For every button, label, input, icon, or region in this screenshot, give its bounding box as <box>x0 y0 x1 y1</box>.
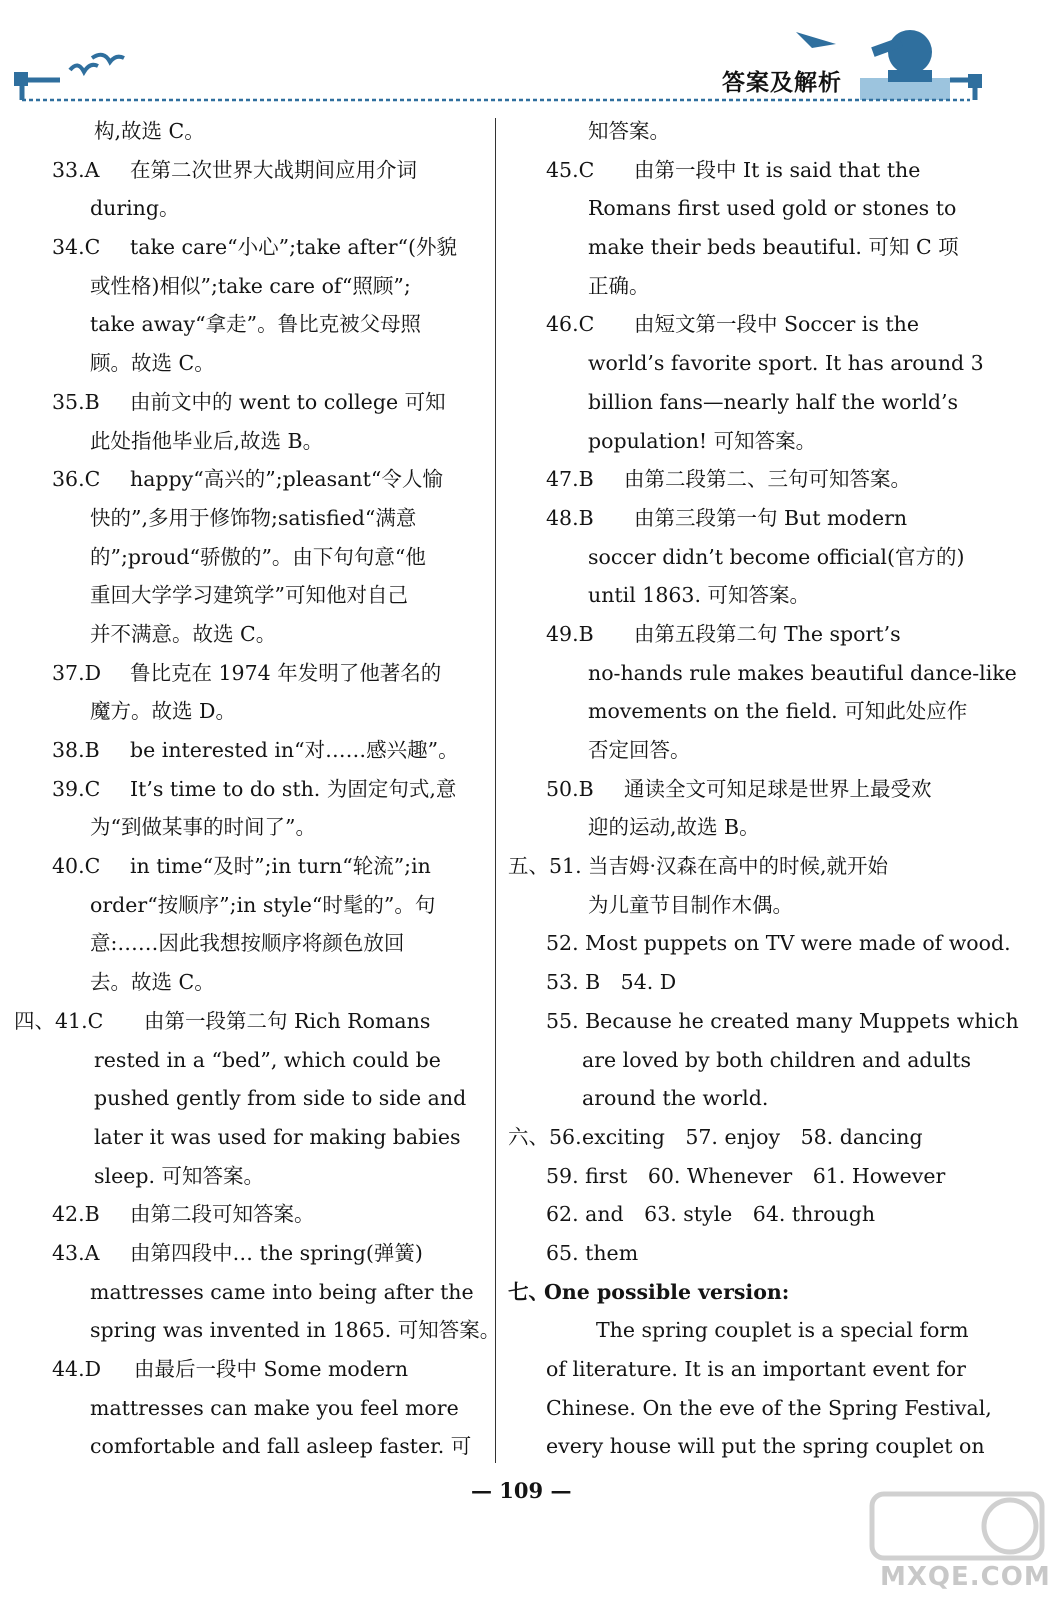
answer-text: order“按顺序”;in style“时髦的”。句 <box>90 892 436 917</box>
question-number: 38.B <box>52 738 100 762</box>
column-divider <box>495 118 496 1463</box>
globe-icon <box>888 30 932 74</box>
answer-text: take away“拿走”。鲁比克被父母照 <box>90 312 422 337</box>
answer-text: sleep. 可知答案。 <box>94 1163 264 1188</box>
question-number: 50.B <box>546 776 594 801</box>
question-number: 33.A <box>52 157 100 182</box>
answer-line <box>508 499 980 538</box>
answer-line <box>508 1157 980 1196</box>
question-number: 35.B <box>52 389 100 414</box>
answer-text: mattresses can make you feel more <box>90 1395 459 1420</box>
answer-line <box>14 1002 484 1041</box>
answer-line <box>14 538 484 577</box>
answer-line <box>14 383 484 422</box>
answer-line <box>508 112 980 151</box>
answer-text: until 1863. 可知答案。 <box>588 583 810 608</box>
answer-text: 为“到做某事的时间了”。 <box>90 815 316 840</box>
question-number: 47.B <box>546 467 594 492</box>
answer-line <box>508 654 1017 693</box>
answer-line <box>508 305 980 344</box>
answer-text: population! 可知答案。 <box>588 428 817 453</box>
answer-text: every house will put the spring couplet on <box>546 1434 985 1459</box>
answer-line <box>508 1311 980 1350</box>
answer-text: 62. and 63. style 64. through <box>546 1202 876 1227</box>
question-number: 37.D <box>52 660 102 685</box>
answer-text: happy“高兴的”;pleasant“令人愉 <box>130 467 443 492</box>
answer-text: take care“小心”;take after“(外貌 <box>130 235 458 260</box>
answer-text: 知答案。 <box>588 119 670 143</box>
answer-text: The spring couplet is a special form <box>596 1318 969 1343</box>
answer-text: exciting 57. enjoy 58. dancing <box>582 1124 923 1149</box>
question-number: 44.D <box>52 1357 102 1381</box>
answer-line <box>508 344 984 383</box>
answer-line <box>14 654 484 693</box>
answer-line <box>14 1157 484 1196</box>
question-number: 48.B <box>546 505 594 530</box>
answer-text: 鲁比克在 1974 年发明了他著名的 <box>130 660 442 685</box>
answer-line <box>14 460 484 499</box>
answer-line <box>508 189 980 228</box>
answer-line <box>14 1041 484 1080</box>
watermark-text: MXQE.COM <box>880 1562 1051 1592</box>
answer-text: be interested in“对……感兴趣”。 <box>130 738 459 762</box>
answer-text: 52. Most puppets on TV were made of wood. <box>546 931 1011 956</box>
answer-text: 65. them <box>546 1240 639 1265</box>
answer-line <box>14 151 484 190</box>
answer-text: 否定回答。 <box>588 738 691 762</box>
answer-line <box>14 1118 484 1157</box>
answer-text: One possible version: <box>544 1279 790 1304</box>
answer-line <box>14 1389 484 1428</box>
section-title: 答案及解析 <box>722 70 842 96</box>
answer-line <box>14 499 484 538</box>
question-number: 34.C <box>52 235 101 260</box>
answer-line <box>508 1002 1019 1041</box>
answer-text: rested in a “bed”, which could be <box>94 1047 441 1072</box>
answer-line <box>508 963 980 1002</box>
answer-text: are loved by both children and adults <box>582 1047 972 1072</box>
answer-text: 意:……因此我想按顺序将颜色放回 <box>90 931 405 956</box>
answer-text: 此处指他毕业后,故选 B。 <box>90 428 324 453</box>
answer-line <box>508 1041 980 1080</box>
right-column <box>508 112 1019 1466</box>
answer-line <box>14 924 484 963</box>
answer-line <box>508 692 980 731</box>
answer-text: movements on the field. 可知此处应作 <box>588 699 968 724</box>
answer-line <box>508 1195 980 1234</box>
left-column <box>14 112 501 1466</box>
answer-text: 由第五段第二句 The sport’s <box>634 621 901 646</box>
answer-text: 在第二次世界大战期间应用介词 <box>130 157 417 182</box>
question-number: 36.C <box>52 467 101 492</box>
answer-text: 由最后一段中 Some modern <box>134 1357 409 1381</box>
answer-line <box>508 924 1011 963</box>
answer-line <box>508 1273 980 1312</box>
answer-text: around the world. <box>582 1086 769 1111</box>
bird-icon <box>70 65 98 72</box>
answer-line <box>508 267 980 306</box>
answer-text: 快的”,多用于修饰物;satisfied“满意 <box>90 505 417 530</box>
answer-line <box>14 692 484 731</box>
answer-line <box>508 1079 980 1118</box>
question-number: 49.B <box>546 621 594 646</box>
answer-text: 通读全文可知足球是世界上最受欢 <box>624 776 932 801</box>
answer-text: 55. Because he created many Muppets which <box>546 1008 1019 1033</box>
answer-text: no-hands rule makes beautiful dance-like <box>588 660 1017 685</box>
answer-line <box>508 1350 980 1389</box>
answer-text: 由第二段可知答案。 <box>130 1202 315 1227</box>
answer-line <box>508 460 980 499</box>
answer-text: 顾。故选 C。 <box>90 351 215 376</box>
answer-text: in time“及时”;in turn“轮流”;in <box>130 854 431 879</box>
answer-text: 为儿童节目制作木偶。 <box>588 892 793 917</box>
answer-text: later it was used for making babies <box>94 1124 461 1149</box>
answer-line <box>508 576 980 615</box>
answer-line <box>508 615 980 654</box>
answer-text: 迎的运动,故选 B。 <box>588 815 760 840</box>
answer-text: world’s favorite sport. It has around 3 <box>588 351 984 376</box>
answer-text: It’s time to do sth. 为固定句式,意 <box>130 776 457 801</box>
answer-text: 由第一段中 It is said that the <box>634 157 921 182</box>
answer-line <box>14 1350 484 1389</box>
answer-line <box>508 847 980 886</box>
answer-line <box>14 886 484 925</box>
answer-text: billion fans—nearly half the world’s <box>588 389 959 414</box>
answer-line <box>14 112 484 151</box>
question-number: 43.A <box>52 1240 100 1265</box>
answer-line <box>508 770 980 809</box>
answer-text: 或性格)相似”;take care of“照顾”; <box>90 273 411 298</box>
answer-line <box>508 886 980 925</box>
answer-line <box>14 576 484 615</box>
answer-line <box>14 1273 484 1312</box>
answer-text: pushed gently from side to side and <box>94 1086 467 1111</box>
answer-text: 由前文中的 went to college 可知 <box>130 389 446 414</box>
question-number: 45.C <box>546 157 595 182</box>
question-number: 42.B <box>52 1202 100 1227</box>
answer-line <box>508 1234 980 1273</box>
answer-text: during。 <box>90 196 180 221</box>
answer-text: 当吉姆·汉森在高中的时候,就开始 <box>588 854 889 879</box>
answer-line <box>508 228 980 267</box>
answer-text: of literature. It is an important event for <box>546 1357 966 1381</box>
answer-line <box>14 847 484 886</box>
answer-line <box>508 422 980 461</box>
answer-line <box>14 963 484 1002</box>
answer-text: 由第二段第二、三句可知答案。 <box>624 467 911 492</box>
answer-text: 由第一段第二句 Rich Romans <box>144 1008 431 1033</box>
question-number: 40.C <box>52 854 101 879</box>
answer-text: 并不满意。故选 C。 <box>90 621 277 646</box>
answer-text: 魔方。故选 D。 <box>90 699 236 724</box>
answer-text: mattresses came into being after the <box>90 1279 474 1304</box>
answer-line <box>508 1427 985 1466</box>
answer-text: 53. B 54. D <box>546 970 677 995</box>
answer-text: 重回大学学习建筑学”可知他对自己 <box>90 583 408 608</box>
question-number: 七、 <box>508 1279 549 1304</box>
answer-line <box>14 228 484 267</box>
answer-text: 59. first 60. Whenever 61. However <box>546 1163 946 1188</box>
question-number: 六、56. <box>508 1124 582 1149</box>
answer-line <box>14 615 484 654</box>
answer-line <box>14 1079 484 1118</box>
answer-text: 正确。 <box>588 273 650 298</box>
answer-text: spring was invented in 1865. 可知答案。 <box>90 1318 501 1343</box>
page-header <box>0 0 1057 120</box>
answer-line <box>508 538 980 577</box>
answer-line <box>14 189 484 228</box>
answer-line <box>508 1118 980 1157</box>
answer-text: 由短文第一段中 Soccer is the <box>634 312 919 337</box>
answer-text: soccer didn’t become official(官方的) <box>588 544 965 569</box>
paper-plane-icon <box>796 32 836 48</box>
answer-text: 的”;proud“骄傲的”。由下句句意“他 <box>90 544 426 569</box>
answer-text: 由第四段中… the spring(弹簧) <box>130 1240 423 1265</box>
answer-line <box>508 731 980 770</box>
answer-line <box>508 383 980 422</box>
answer-line <box>14 344 484 383</box>
answer-text: 去。故选 C。 <box>90 970 215 995</box>
answer-text: Chinese. On the eve of the Spring Festival, <box>546 1395 992 1420</box>
answer-text: 构,故选 C。 <box>94 119 205 143</box>
header-decoration <box>0 0 1057 120</box>
question-number: 39.C <box>52 776 101 801</box>
answer-line <box>14 1311 501 1350</box>
answer-text: 由第三段第一句 But modern <box>634 505 908 530</box>
bird-icon <box>92 55 124 62</box>
answer-line <box>508 1389 992 1428</box>
answer-line <box>14 1195 484 1234</box>
page-number: — 109 — <box>471 1478 572 1503</box>
answer-line <box>14 808 484 847</box>
question-number: 四、41.C <box>14 1008 104 1033</box>
answer-text: make their beds beautiful. 可知 C 项 <box>588 235 959 260</box>
question-number: 五、51. <box>508 854 582 879</box>
answer-text: comfortable and fall asleep faster. 可 <box>90 1434 472 1459</box>
answer-line <box>14 305 484 344</box>
answer-line <box>14 770 484 809</box>
answer-line <box>14 422 484 461</box>
answer-line <box>14 731 484 770</box>
answer-line <box>14 267 484 306</box>
answer-line <box>14 1427 484 1466</box>
answer-line <box>508 808 980 847</box>
answer-text: Romans first used gold or stones to <box>588 196 957 221</box>
question-number: 46.C <box>546 312 595 337</box>
answer-line <box>508 151 980 190</box>
answer-line <box>14 1234 484 1273</box>
